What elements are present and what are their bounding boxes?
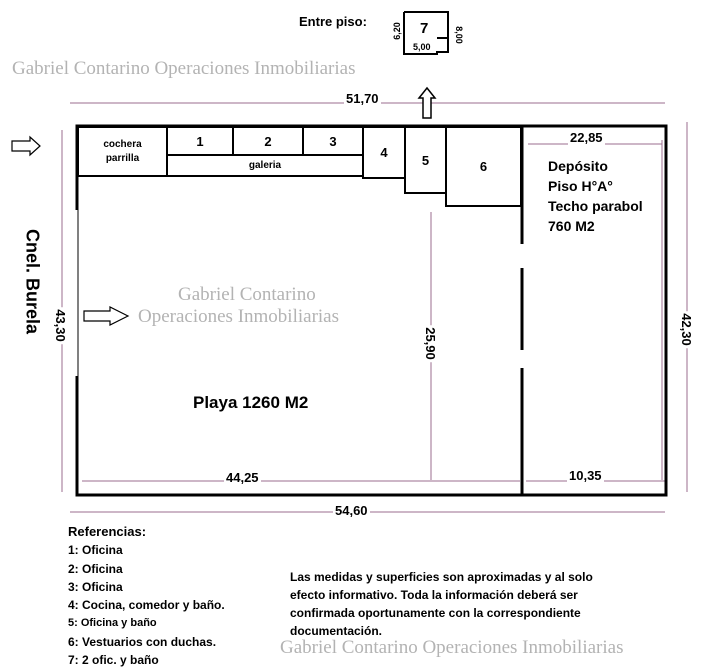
room-4: 4 (362, 126, 406, 179)
dim-right-height: 42,30 (678, 313, 694, 346)
deposito-line2: Piso H°A° (548, 178, 613, 194)
galeria: galeria (166, 154, 364, 177)
room-6: 6 (445, 126, 522, 207)
dim-left-height: 43,30 (52, 309, 68, 342)
entrepiso-label: Entre piso: (299, 14, 367, 29)
deposito-line1: Depósito (548, 158, 608, 174)
disclaimer-line3: confirmada oportunamente con la correspondiente (290, 606, 581, 620)
watermark-center-line1: Gabriel Contarino (178, 284, 316, 305)
playa-label: Playa 1260 M2 (193, 393, 309, 412)
dim-top-total: 51,70 (346, 91, 379, 106)
dim-inner-depth: 25,90 (422, 327, 438, 360)
dim-bottom-total: 54,60 (335, 503, 368, 518)
dim-playa-width: 44,25 (226, 470, 259, 485)
reference-item: 2: Oficina (68, 562, 123, 576)
reference-item: 4: Cocina, comedor y baño. (68, 598, 225, 612)
entrepiso-dim-bottom: 5,00 (413, 42, 431, 52)
watermark-center-line2: Operaciones Inmobiliarias (138, 306, 340, 327)
parrilla-label: parrilla (105, 152, 140, 164)
room-3: 3 (302, 126, 364, 156)
references-title: Referencias: (68, 524, 147, 539)
room-1: 1 (166, 126, 234, 156)
deposito-line3: Techo parabol (548, 198, 643, 214)
reference-item: 6: Vestuarios con duchas. (68, 635, 217, 649)
reference-item: 3: Oficina (68, 580, 123, 594)
disclaimer-line4: documentación. (290, 624, 383, 638)
entrepiso-number: 7 (420, 20, 429, 37)
dim-deposito-bottom: 10,35 (569, 468, 602, 483)
disclaimer (290, 568, 593, 640)
room-5: 5 (404, 126, 447, 194)
entrepiso-dim-left: 6,20 (391, 22, 402, 40)
watermark-bottom: Gabriel Contarino Operaciones Inmobiliarias (280, 637, 624, 658)
reference-item: 1: Oficina (68, 543, 123, 557)
disclaimer-line2: efecto informativo. Toda la información deberá ser (290, 588, 578, 602)
watermark-top: Gabriel Contarino Operaciones Inmobiliarias (12, 58, 356, 79)
room-2: 2 (232, 126, 304, 156)
reference-item: 7: 2 ofic. y baño (68, 653, 159, 667)
cochera-label: cochera (103, 138, 142, 150)
disclaimer-line1: Las medidas y superficies son aproximadas y al solo (290, 570, 593, 584)
room-cochera-parrilla (77, 126, 168, 177)
entrepiso-dim-right: 8,00 (453, 26, 464, 44)
deposito-line4: 760 M2 (548, 218, 595, 234)
dim-deposito-top: 22,85 (570, 130, 603, 145)
street-label: Cnel. Burela (22, 228, 43, 335)
deposito-info (548, 156, 643, 236)
reference-item: 5: Oficina y baño (68, 617, 157, 629)
